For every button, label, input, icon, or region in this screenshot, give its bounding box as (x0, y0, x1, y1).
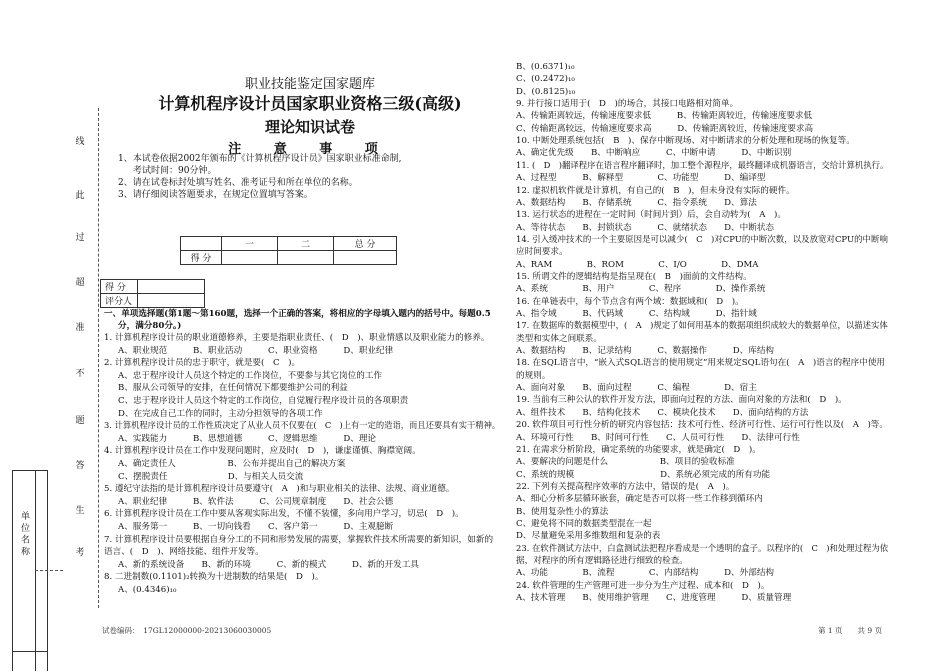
margin-word: 生 (75, 506, 85, 516)
question-text: 13. 运行状态的进程在一定时间（时间片到）后，会自动转为( A )。 (516, 210, 786, 221)
answer-options: A、面向对象 B、面向过程 C、编程 D、宿主 (516, 383, 757, 394)
score-header: 二 (278, 237, 334, 251)
unit-name-label: 单 位 名 称 (19, 511, 29, 556)
question-text: 2. 计算机程序设计员的忠于职守，就是要( C )。 (104, 358, 301, 369)
paper-type: 理论知识试卷 (264, 118, 355, 136)
question-text: 4. 计算机程序设计员在工作中发现问题时，应及时( D )，谦虚谨慎、胸襟宽阔。 (104, 446, 421, 457)
answer-options: C、摆脱责任 D、与相关人员交流 (118, 471, 304, 482)
exam-title: 计算机程序设计员国家职业资格三级(高级) (158, 94, 462, 113)
answer-options: A、功能 B、流程 C、内部结构 D、外部结构 (516, 568, 775, 579)
question-text: 11. ( D )翻译程序在语言程序翻译时，加工整个源程序，最终翻译成机器语言，交给计算机执行。 (516, 160, 889, 171)
answer-options: B、使用复杂性小的算法 (516, 506, 609, 517)
answer-options: D、(0.8125)₁₀ (516, 86, 576, 97)
margin-word: 考 (75, 548, 85, 558)
question-text: 15. 所谓文件的逻辑结构是指呈现在( B )面前的文件结构。 (516, 271, 752, 282)
margin-word: 超 (75, 278, 85, 288)
question-text: 21. 在需求分析阶段，确定系统的功能要求，就是确定( D )。 (516, 444, 761, 455)
answer-options: A、(0.4346)₁₀ (118, 585, 177, 595)
note-line: 1、本试卷依据2002年颁布的《计算机程序设计员》国家职业标准命制, (118, 154, 402, 164)
question-text: 语言、( D )、网络技能、组件开发等。 (104, 547, 264, 558)
question-text: 20. 软件项目可行性分析的研究内容包括：技术可行性、经济可行性、运行可行性以及( A )等。 (516, 420, 888, 431)
question-text: 23. 在软件测试方法中，白盒测试法把程序看成是一个透明的盒子。以程序的( C )和处理过程为依 (516, 543, 889, 554)
seal-line (98, 108, 99, 608)
answer-options: A、等待状态 B、封锁状态 C、就绪状态 D、中断状态 (516, 222, 775, 233)
answer-options: C、忠于程序设计人员这个特定的工作岗位，自觉履行程序设计员的各项职责 (118, 396, 409, 406)
question-text: 6. 计算机程序设计员在工作中要从客观实际出发，不懂不装懂，多向用户学习，切忌( D )。 (104, 509, 464, 520)
answer-options: A、确定责任人 B、公布并提出自己的解决方案 (118, 459, 346, 469)
score-header: 总 分 (334, 237, 397, 251)
grader-label: 评分人 (101, 294, 138, 308)
question-text: 7. 计算机程序设计员要根据自身分工的不同和形势发展的需要，掌握软件技术所需要的新知识，如新的 (104, 534, 494, 545)
margin-word: 准 (75, 323, 85, 333)
answer-options: A、指令域 B、代码域 C、结构域 D、指针域 (516, 309, 757, 319)
answer-options: C、系统的规模 D、系统必须完成的所有功能 (516, 469, 771, 480)
answer-options: A、服务第一 B、一切向钱看 C、客户第一 D、主观臆断 (118, 522, 394, 532)
question-text: 应时间要求。 (516, 247, 568, 258)
question-text: 12. 虚拟机软件就是计算机，有自己的( B )，但未身没有实际的硬件。 (516, 185, 795, 196)
answer-options: A、细心分析多层循环嵌套，确定是否可以将一些工作移到循环内 (516, 494, 763, 505)
question-text: 9. 并行接口适用于( D )的场合，其接口电路相对简单。 (516, 99, 739, 110)
score-cell[interactable] (334, 251, 397, 265)
answer-options: D、尽量避免采用多维数组和复杂的表 (516, 531, 661, 542)
question-text: 1. 计算机程序设计员的职业道德修养，主要是指职业责任、( D )、职业情感以及职业能力的修养。 (104, 333, 490, 343)
question-text: 14. 引入缓冲技术的一个主要原因是可以减少( C )对CPU的中断次数，以及放宽对CPU的中断响 (516, 234, 888, 245)
paper-code: 试卷编码： 17GL12000000-20213060030005 (102, 626, 272, 635)
grader-cell[interactable] (138, 294, 205, 308)
answer-options: A、技术管理 B、使用维护管理 C、进度管理 D、质量管理 (516, 593, 792, 604)
note-line: 2、请在试卷标封处填写姓名、准考证号和所在单位的名称。 (118, 178, 358, 188)
question-text: 22. 下列有关提高程序效率的方法中，错误的是( A )。 (516, 481, 735, 492)
answer-options: A、传输距离较远，传输速度要求低 B、传输距离较近，传输速度要求低 (516, 111, 813, 122)
answer-options: A、数据结构 B、记录结构 C、数据操作 D、库结构 (516, 346, 775, 357)
question-text: 18. 在SQL语言中，“嵌入式SQL语言的使用规定”用来规定SQL语句在( A )语言的程序中使用 (516, 358, 886, 369)
question-text: 10. 中断处理系统包括( B )、保存中断现场、对中断请求的分析处理和现场的恢复等。 (516, 136, 855, 147)
answer-options: A、过程型 B、解释型 C、功能型 D、编译型 (516, 173, 766, 184)
answer-options: A、职业纪律 B、软件法 C、公司规章制度 D、社会公德 (118, 496, 394, 507)
answer-options: D、在完成自己工作的同时，主动分担领导的各项工作 (118, 408, 323, 419)
notes-title: 注 意 事 项 (228, 142, 392, 157)
section-heading: 一、单项选择题(第1题～第160题，选择一个正确的答案，将相应的字母填入题内的括号中。每题0.5 (104, 309, 491, 319)
answer-options: A、实践能力 B、思想道德 C、逻辑思维 D、理论 (118, 433, 377, 444)
question-text: 5. 遵纪守法指的是计算机程序设计员要遵守( A )和与职业相关的法律、法规、商业道德。 (104, 484, 455, 495)
margin-word: 题 (75, 416, 85, 426)
note-line: 考试时间：90分钟。 (133, 166, 217, 176)
answer-options: C、避免将不同的数据类型混在一起 (516, 518, 652, 529)
answer-options: A、系统 B、用户 C、程序 D、操作系统 (516, 284, 766, 295)
org-title: 职业技能鉴定国家题库 (244, 77, 375, 92)
answer-options: A、组件技术 B、结构化技术 C、模块化技术 D、面向结构的方法 (516, 407, 809, 418)
question-text: 的规则。 (516, 370, 551, 381)
answer-options: B、(0.6371)₁₀ (516, 62, 575, 72)
answer-options: A、RAM B、ROM C、I/O D、DMA (516, 259, 759, 270)
answer-options: C、传输距离较远，传输速度要求高 D、传输距离较近，传输速度要求高 (516, 123, 814, 134)
margin-word: 不 (75, 369, 85, 379)
margin-word: 线 (75, 137, 85, 147)
question-text: 类型和实体之间联系。 (516, 333, 602, 344)
note-line: 3、请仔细阅读答题要求，在规定位置填写答案。 (118, 190, 313, 200)
margin-word: 答 (75, 461, 85, 471)
answer-options: C、(0.2472)₁₀ (516, 74, 575, 85)
answer-options: A、环境可行性 B、时间可行性 C、人员可行性 D、法律可行性 (516, 432, 800, 443)
margin-word: 此 (75, 191, 85, 201)
grader-label: 得 分 (101, 280, 138, 294)
grader-table (100, 279, 205, 308)
question-text: 24. 软件管理的生产管理可进一步分为生产过程、成本和( D )。 (516, 580, 770, 591)
question-text: 17. 在数据库的数据模型中，( A )规定了如何用基本的数据项组织成较大的数据单位，以描述实体 (516, 321, 888, 332)
answer-options: B、服从公司领导的安排，在任何情况下都要维护公司的利益 (118, 383, 348, 394)
score-cell[interactable] (222, 251, 278, 265)
answer-options: A、数据结构 B、存储系统 C、指令系统 D、算法 (516, 197, 757, 208)
question-text: 16. 在单链表中，每个节点含有两个域：数据域和( D )。 (516, 296, 744, 307)
question-text: 3. 计算机程序设计员的工作性质决定了从业人员不仅要在( C )上有一定的造诣，而且还要具有实干精神。 (104, 421, 501, 432)
question-text: 8. 二进制数(0.1101)₂转换为十进制数的结果是( D )。 (104, 572, 324, 583)
score-table (180, 236, 397, 265)
section-heading-cont: 分，满分80分。) (118, 321, 182, 331)
score-header: 一 (222, 237, 278, 251)
grader-cell[interactable] (138, 280, 205, 294)
answer-options: A、职业规范 B、职业活动 C、职业资格 D、职业纪律 (118, 345, 394, 356)
answer-options: A、忠于程序设计人员这个特定的工作岗位，不要参与其它岗位的工作 (118, 370, 383, 381)
answer-options: A、新的系统设备 B、新的环境 C、新的模式 D、新的开发工具 (118, 559, 419, 570)
page-number: 第 1 页 共 9 页 (818, 626, 883, 635)
answer-options: A、确定优先级 B、中断响应 C、中断申请 D、中断识别 (516, 148, 792, 159)
answer-options: A、要解决的问题是什么 B、项目的验收标准 (516, 457, 735, 468)
margin-word: 过 (75, 233, 85, 243)
score-row-label: 得 分 (181, 251, 222, 265)
score-cell[interactable] (278, 251, 334, 265)
question-text: 19. 当前有三种公认的软件开发方法，即面向过程的方法、面向对象的方法和( D )。 (516, 395, 847, 406)
question-text: 据，对程序的所有逻辑路径进行细致的检查。 (516, 556, 688, 566)
